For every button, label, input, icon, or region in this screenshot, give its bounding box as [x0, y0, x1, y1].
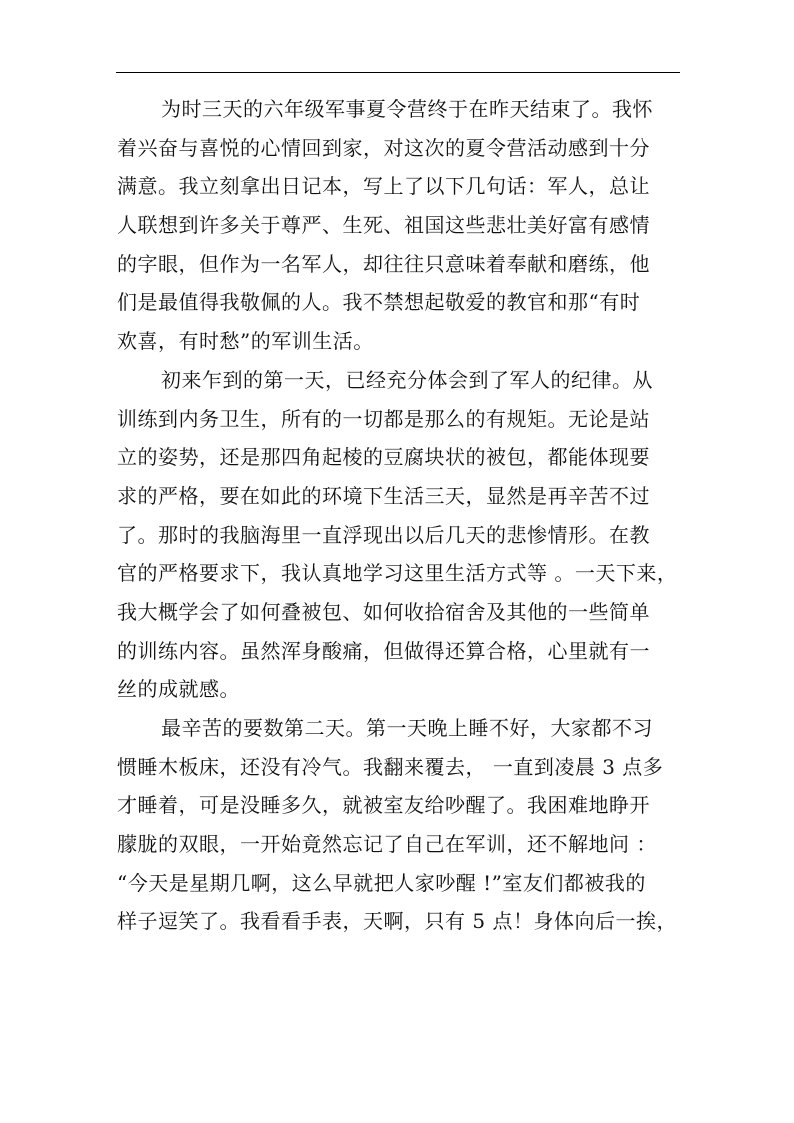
- text-line: 为时三天的六年级军事夏令营终于在昨天结束了。我怀: [161, 97, 653, 121]
- text-line: 最辛苦的要数第二天。第一天晚上睡不好，大家都不习: [161, 716, 653, 740]
- text-line: 才睡着，可是没睡多久，就被室友给吵醒了。我困难地睁开: [117, 793, 650, 818]
- header-rule: [116, 72, 680, 73]
- text-line: 惯睡木板床，还没有冷气。我翻来覆去， 一直到凌晨 3 点多: [117, 754, 664, 779]
- text-line: 的训练内容。虽然浑身酸痛，但做得还算合格，心里就有一: [117, 638, 650, 663]
- text-line: 欢喜，有时愁”的军训生活。: [117, 329, 374, 354]
- text-line: “今天是星期几啊，这么早就把人家吵醒 !”室友们都被我的: [117, 870, 646, 895]
- text-line: 了。那时的我脑海里一直浮现出以后几天的悲惨情形。在教: [117, 522, 650, 547]
- text-line: 立的姿势，还是那四角起棱的豆腐块状的被包，都能体现要: [117, 445, 650, 470]
- text-line: 官的严格要求下，我认真地学习这里生活方式等 。一天下来，: [117, 561, 678, 586]
- text-line: 样子逗笑了。我看看手表，天啊，只有 5 点！身体向后一挨，: [117, 909, 677, 934]
- text-line: 着兴奋与喜悦的心情回到家，对这次的夏令营活动感到十分: [117, 135, 650, 160]
- text-line: 初来乍到的第一天，已经充分体会到了军人的纪律。从: [161, 367, 653, 392]
- text-line: 训练到内务卫生，所有的一切都是那么的有规矩。无论是站: [117, 406, 650, 431]
- text-line: 丝的成就感。: [117, 677, 240, 702]
- text-line: 朦胧的双眼，一开始竟然忘记了自己在军训，还不解地问 ：: [117, 832, 657, 857]
- text-line: 我大概学会了如何叠被包、如何收拾宿舍及其他的一些简单: [117, 599, 650, 624]
- text-line: 的字眼，但作为一名军人，却往往只意味着奉献和磨练，他: [117, 251, 650, 276]
- text-line: 满意。我立刻拿出日记本，写上了以下几句话：军人，总让: [117, 174, 650, 199]
- text-line: 人联想到许多关于尊严、生死、祖国这些悲壮美好富有感情: [117, 213, 650, 238]
- body-text: [117, 90, 685, 941]
- text-line: 们是最值得我敬佩的人。我不禁想起敬爱的教官和那“有时: [117, 290, 641, 315]
- text-line: 求的严格，要在如此的环境下生活三天，显然是再辛苦不过: [117, 483, 650, 508]
